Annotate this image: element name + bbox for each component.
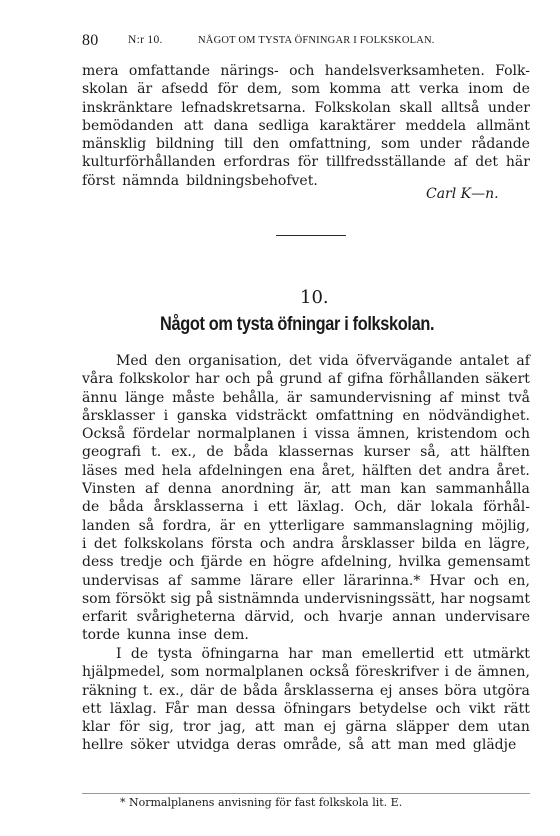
word: ett [443,646,464,662]
text-line [82,370,530,388]
text-line [82,480,530,498]
word: de [219,682,238,699]
word: är, [303,481,322,498]
word: kulturförhållanden [82,154,216,171]
word: sammanhålla [435,481,530,498]
word: som [291,81,321,98]
word: minst [460,389,501,406]
word: fordra, [162,517,212,534]
word: man [196,700,228,717]
word: ett [82,700,102,717]
word: och [504,426,530,443]
word: bilda [421,535,457,552]
word: där [189,682,214,699]
word: af [439,389,453,406]
word: öfvervägande [355,353,453,369]
word: samme [190,572,242,589]
word: att [254,719,275,736]
word: komma [329,81,382,98]
word: tysta [157,646,193,662]
word: första [211,535,253,552]
word: undervisningssätt, [304,590,436,607]
word: nödvändighet. [428,407,530,424]
running-head [82,32,522,52]
word: så [348,737,365,754]
word: klar [82,719,110,736]
word: betydelse [359,700,428,717]
word: här [505,154,530,171]
word: tillfredsställande [325,154,446,171]
word: eller [302,572,335,589]
word: för [297,154,319,171]
word: omfattning, [288,136,372,153]
word: förhål- [483,499,530,516]
word: därvid, [244,609,295,626]
word: andra [448,462,490,479]
word: sistnämnda [217,590,300,607]
paragraph-2 [82,645,530,755]
word: vidsträckt [235,407,308,424]
word: i [302,426,308,443]
word: båda [233,444,269,461]
word: kunna [127,627,171,644]
word: ännu [82,389,118,406]
word: att [331,481,351,498]
word: ex., [171,444,197,461]
text-line [82,718,530,736]
word: lägre, [488,535,530,552]
word: har [288,646,313,662]
word: fjärde [200,554,243,571]
word: att [450,444,470,461]
word: torde [82,627,120,644]
word: rådande [471,136,530,153]
word: undervisas [82,572,160,589]
word: dem [458,719,489,736]
word: lokala [430,499,474,516]
word: ämnen, [477,664,530,681]
word: närings- [220,63,279,79]
word: så, [420,444,441,461]
word: afsedd [161,81,209,98]
word: samundervisning [309,389,432,406]
word: böra [444,682,477,699]
word: båda [109,499,144,516]
word: anses [398,682,439,699]
word: har [195,371,220,388]
word: behålla, [222,389,280,406]
word: bildning [155,136,215,153]
word: med [124,462,155,479]
word: andra [292,535,334,552]
word: meddela [405,117,467,134]
word: vissa [314,426,350,443]
word: geografi [82,444,142,461]
word: utgöra [482,682,530,699]
word: under [419,136,462,153]
word: skolan [82,81,128,98]
word: är [286,389,302,406]
word: hellre [82,737,124,754]
text-line [82,663,530,681]
word: de [454,664,472,681]
word: sammanslagning [353,517,474,534]
word: lefnadskretsarna. [181,99,306,116]
word: inse [177,627,207,644]
word: vikt [468,700,496,717]
word: två [508,389,530,406]
text-line [82,572,530,590]
intro-paragraph [82,62,530,190]
text-line [82,553,530,571]
word: en, [508,572,530,589]
word: också [309,664,350,681]
word: anordning [221,481,295,498]
word: glädje [472,737,517,754]
word: mänsklig [82,136,147,153]
word: jag, [219,719,246,736]
word: på [195,590,214,607]
text-line [82,153,530,171]
word: räkning [82,682,137,699]
word: afdelningen [198,462,283,479]
word: släpper [396,719,449,736]
word: måste [172,389,215,406]
word: Hvar [429,572,465,589]
word: en [402,407,420,424]
word: öfningars [283,700,352,717]
word: denna [168,481,212,498]
word: sig [170,590,192,607]
word: för [119,719,140,736]
section-title: Något om tysta öfningar i folkskolan. [160,314,435,335]
word: man [283,719,315,736]
word: emellertid [361,646,435,662]
word: året, [321,462,356,479]
text-line [82,590,530,608]
text-line [82,389,530,407]
word: öfningarna [201,646,280,662]
word: grund [279,371,323,388]
word: har [440,590,465,607]
word: normalplanen [197,426,296,443]
paragraph-1 [82,352,530,645]
word: och [303,609,330,626]
word: de [206,444,224,461]
word: af [145,481,159,498]
word: Också [82,426,126,443]
word: landen [82,517,131,534]
word: annan [392,609,436,626]
word: man [397,737,429,754]
word: t. [151,444,162,461]
word: lärare [250,572,294,589]
text-line [82,645,530,663]
word: mera [82,63,119,79]
word: att [390,81,411,98]
word: ämnen, [357,426,410,443]
word: område, [283,737,342,754]
text-line [82,117,530,135]
word: möjlig, [481,517,530,534]
word: folkskolor [119,371,190,388]
word: organisation, [188,353,282,369]
text-line [82,498,530,516]
word: den [252,136,280,153]
word: af [168,572,182,589]
word: och [168,554,195,571]
word: det [288,353,312,369]
text-line [82,700,530,718]
word: årsklasserna [153,499,244,516]
word: årsklasser [82,407,155,424]
word: förhållanden [389,371,480,388]
word: I [116,646,122,662]
text-line [82,80,530,98]
word: hjälpmedel, [82,664,165,681]
word: alltså [440,99,480,116]
running-head-title: NÅGOT OM TYSTA ÖFNINGAR I FOLKSKOLAN. [198,35,435,46]
word: gifna [347,371,384,388]
signature: Carl K—n. [426,186,499,202]
word: gemensamt [447,554,530,571]
section-number: 10. [300,287,329,308]
word: att [371,737,391,754]
text-line [82,608,530,626]
word: med [435,737,466,754]
word: och [435,700,461,717]
word: först [82,172,116,189]
word: som [381,136,410,153]
word: årsklasser [341,535,415,552]
word: deras [236,737,277,754]
word: försökt [115,590,166,607]
text-line [82,517,530,535]
word: båda [243,682,278,699]
word: i [82,535,87,552]
word: årsklasserna [283,682,374,699]
word: i [444,664,449,681]
word: det [475,154,499,171]
word: undervisare [445,609,530,626]
word: den [154,353,182,369]
word: Folk- [495,63,530,79]
word: att [183,117,204,134]
word: läxlag. [297,499,345,516]
word: inom [468,81,504,98]
word: af [327,371,342,388]
word: ej [323,719,337,736]
word: och [289,63,315,79]
word: bemödanden [82,117,174,134]
word: ganska [176,407,228,424]
word: tror [183,719,211,736]
word: svårigheterna [136,609,236,626]
word: erfordras [223,154,290,171]
word: dessa [235,700,276,717]
word: Och, [354,499,387,516]
word: det [418,462,442,479]
word: de [130,646,149,662]
word: en [464,535,482,552]
word: kan [400,481,427,498]
text-line [82,462,530,480]
word: är [137,81,153,98]
word: tredje [120,554,163,571]
word: föreskrifver [355,664,439,681]
word: till [224,136,244,153]
word: bildningsbehofvet. [186,172,318,189]
word: sedliga [258,117,310,134]
word: karaktärer [319,117,396,134]
word: är [219,517,235,534]
word: som [82,590,111,607]
word: läxlag. [109,700,157,717]
text-line [82,135,530,153]
page-number: 80 [82,32,99,49]
word: utan [497,719,530,736]
text-line [82,407,530,425]
word: där [396,499,421,516]
word: hela [161,462,192,479]
word: en [249,554,267,571]
text-line [82,352,530,370]
word: inskränktare [82,99,173,116]
word: ett [267,499,288,516]
word: de [512,81,530,98]
word: högre [272,554,315,571]
word: säkert [485,371,530,388]
word: hvarje [338,609,383,626]
word: ej [379,682,393,699]
word: så [138,517,155,534]
word: Folkskolan [314,99,391,116]
word: Med [116,353,148,369]
word: Vinsten [82,481,136,498]
word: fördelar [132,426,190,443]
text-line [82,62,530,80]
word: man [360,481,391,498]
word: dess [82,554,114,571]
word: en [243,517,261,534]
word: hälften [361,462,412,479]
word: lärarinna.* [343,572,421,589]
word: i [253,499,259,516]
running-head-label: N:r 10. [128,34,163,46]
word: som [170,664,200,681]
word: och [259,535,286,552]
word: i [163,407,169,424]
word: vida [319,353,349,369]
word: och [225,371,251,388]
word: för [217,81,238,98]
word: ena [289,462,315,479]
section-divider [276,235,346,236]
word: hälften [479,444,530,461]
word: det [93,535,117,552]
text-line [82,535,530,553]
word: de [82,499,100,516]
word: läses [82,462,118,479]
word: våra [82,371,114,388]
word: afdelning, [320,554,392,571]
word: gärna [345,719,387,736]
word: dem. [213,627,249,644]
word: under [488,99,530,116]
text-line [82,736,530,754]
word: man [321,646,353,662]
text-line [82,99,530,117]
word: antalet [459,353,510,369]
word: omfattning [315,407,394,424]
word: af [453,154,468,171]
text-line [82,626,530,644]
word: hvilka [398,554,442,571]
word: utvidga [176,737,230,754]
word: klassernas [278,444,354,461]
word: sig, [148,719,174,736]
word: kurser [363,444,411,461]
word: ytterligare [269,517,345,534]
word: rätt [503,700,530,717]
word: normalplanen [205,664,304,681]
word: och [473,572,500,589]
text-line [82,425,530,443]
word: Får [164,700,189,717]
word: nämnda [122,172,180,189]
word: länge [125,389,165,406]
word: året. [496,462,530,479]
word: handelsverksamheten. [324,63,485,79]
word: omfattande [128,63,211,79]
word: folkskolans [124,535,204,552]
word: söker [130,737,170,754]
footnote-divider [82,793,530,794]
text-line [82,682,530,700]
word: skall [399,99,433,116]
word: utmärkt [472,646,530,662]
word: på [256,371,274,388]
word: erfarit [82,609,128,626]
word: dem, [247,81,283,98]
word: t. [142,682,154,699]
word: nogsamt [469,590,530,607]
footnote: * Normalplanens anvisning för fast folkskola lit. E. [120,796,403,809]
word: dana [213,117,249,134]
word: af [516,353,530,369]
word: ex., [158,682,185,699]
text-line [82,443,530,461]
word: allmänt [476,117,530,134]
word: kristendom [416,426,498,443]
word: verka [419,81,459,98]
